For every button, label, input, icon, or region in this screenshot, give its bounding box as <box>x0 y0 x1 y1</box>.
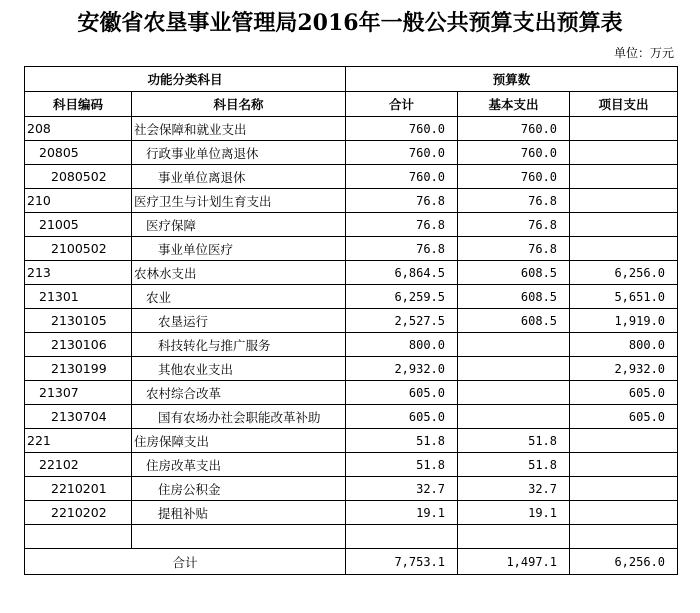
row-total: 605.0 <box>346 405 458 429</box>
row-name: 医疗保障 <box>132 213 346 237</box>
row-code: 2130704 <box>25 405 132 429</box>
row-basic <box>458 381 570 405</box>
table-row <box>25 477 678 501</box>
row-project <box>570 141 678 165</box>
row-code <box>25 525 132 549</box>
row-name: 住房公积金 <box>132 477 346 501</box>
row-code: 21005 <box>25 213 132 237</box>
row-name: 事业单位离退休 <box>132 165 346 189</box>
row-total: 605.0 <box>346 381 458 405</box>
row-total: 760.0 <box>346 117 458 141</box>
row-total: 2,527.5 <box>346 309 458 333</box>
row-name: 行政事业单位离退休 <box>132 141 346 165</box>
header-group-row <box>25 67 678 92</box>
table-row <box>25 189 678 213</box>
row-total: 760.0 <box>346 141 458 165</box>
row-total <box>346 525 458 549</box>
total-row <box>25 549 678 575</box>
header-name: 科目名称 <box>132 92 346 117</box>
row-name: 提租补贴 <box>132 501 346 525</box>
row-name: 农林水支出 <box>132 261 346 285</box>
row-project <box>570 429 678 453</box>
row-project <box>570 453 678 477</box>
table-row <box>25 261 678 285</box>
table-row <box>25 381 678 405</box>
row-basic: 76.8 <box>458 189 570 213</box>
row-project: 5,651.0 <box>570 285 678 309</box>
row-total: 800.0 <box>346 333 458 357</box>
row-name: 农垦运行 <box>132 309 346 333</box>
table-row <box>25 165 678 189</box>
row-total: 2,932.0 <box>346 357 458 381</box>
row-project <box>570 477 678 501</box>
row-project <box>570 525 678 549</box>
row-basic: 608.5 <box>458 285 570 309</box>
row-project <box>570 165 678 189</box>
table-row <box>25 141 678 165</box>
row-basic: 51.8 <box>458 453 570 477</box>
row-total: 76.8 <box>346 237 458 261</box>
row-total: 76.8 <box>346 213 458 237</box>
header-project: 项目支出 <box>570 92 678 117</box>
row-code: 20805 <box>25 141 132 165</box>
row-basic: 760.0 <box>458 165 570 189</box>
row-basic: 760.0 <box>458 141 570 165</box>
row-basic: 51.8 <box>458 429 570 453</box>
row-total: 6,259.5 <box>346 285 458 309</box>
row-project: 6,256.0 <box>570 261 678 285</box>
row-name: 住房改革支出 <box>132 453 346 477</box>
row-total: 6,864.5 <box>346 261 458 285</box>
row-total: 760.0 <box>346 165 458 189</box>
row-project <box>570 117 678 141</box>
header-functional-category: 功能分类科目 <box>25 67 346 92</box>
row-basic: 32.7 <box>458 477 570 501</box>
row-name: 农业 <box>132 285 346 309</box>
row-code: 213 <box>25 261 132 285</box>
row-name <box>132 525 346 549</box>
row-name: 社会保障和就业支出 <box>132 117 346 141</box>
row-code: 2130199 <box>25 357 132 381</box>
header-column-row <box>25 92 678 117</box>
budget-table <box>24 66 678 575</box>
header-total: 合计 <box>346 92 458 117</box>
row-code: 21301 <box>25 285 132 309</box>
row-basic <box>458 405 570 429</box>
table-row <box>25 429 678 453</box>
row-project: 605.0 <box>570 405 678 429</box>
row-code: 2100502 <box>25 237 132 261</box>
row-name: 其他农业支出 <box>132 357 346 381</box>
row-basic <box>458 333 570 357</box>
row-basic: 608.5 <box>458 261 570 285</box>
row-basic <box>458 357 570 381</box>
row-basic: 76.8 <box>458 213 570 237</box>
row-total: 51.8 <box>346 453 458 477</box>
table-row <box>25 357 678 381</box>
table-row <box>25 213 678 237</box>
row-project: 800.0 <box>570 333 678 357</box>
total-label: 合计 <box>25 549 346 575</box>
row-name: 住房保障支出 <box>132 429 346 453</box>
row-code: 208 <box>25 117 132 141</box>
row-name: 科技转化与推广服务 <box>132 333 346 357</box>
total-project: 6,256.0 <box>570 549 678 575</box>
row-project <box>570 189 678 213</box>
row-name: 事业单位医疗 <box>132 237 346 261</box>
row-project: 2,932.0 <box>570 357 678 381</box>
table-row <box>25 309 678 333</box>
row-project: 1,919.0 <box>570 309 678 333</box>
table-row <box>25 285 678 309</box>
row-total: 76.8 <box>346 189 458 213</box>
row-project <box>570 501 678 525</box>
row-basic: 76.8 <box>458 237 570 261</box>
row-code: 2130105 <box>25 309 132 333</box>
table-row <box>25 333 678 357</box>
header-code: 科目编码 <box>25 92 132 117</box>
row-project: 605.0 <box>570 381 678 405</box>
row-code: 2210201 <box>25 477 132 501</box>
table-row <box>25 237 678 261</box>
row-code: 221 <box>25 429 132 453</box>
row-code: 2210202 <box>25 501 132 525</box>
header-budget-amount: 预算数 <box>346 67 678 92</box>
table-row <box>25 117 678 141</box>
row-basic: 760.0 <box>458 117 570 141</box>
row-project <box>570 213 678 237</box>
total-basic: 1,497.1 <box>458 549 570 575</box>
total-total: 7,753.1 <box>346 549 458 575</box>
row-total: 51.8 <box>346 429 458 453</box>
table-row <box>25 405 678 429</box>
row-basic: 608.5 <box>458 309 570 333</box>
page-title: 安徽省农垦事业管理局2016年一般公共预算支出预算表 <box>77 10 623 36</box>
row-total: 19.1 <box>346 501 458 525</box>
row-basic <box>458 525 570 549</box>
table-row <box>25 453 678 477</box>
table-row <box>25 525 678 549</box>
row-name: 国有农场办社会职能改革补助 <box>132 405 346 429</box>
row-code: 2080502 <box>25 165 132 189</box>
row-name: 医疗卫生与计划生育支出 <box>132 189 346 213</box>
row-code: 21307 <box>25 381 132 405</box>
row-total: 32.7 <box>346 477 458 501</box>
row-project <box>570 237 678 261</box>
row-name: 农村综合改革 <box>132 381 346 405</box>
row-code: 210 <box>25 189 132 213</box>
row-code: 22102 <box>25 453 132 477</box>
header-basic: 基本支出 <box>458 92 570 117</box>
row-code: 2130106 <box>25 333 132 357</box>
row-basic: 19.1 <box>458 501 570 525</box>
unit-label: 单位：万元 <box>613 46 674 60</box>
table-row <box>25 501 678 525</box>
